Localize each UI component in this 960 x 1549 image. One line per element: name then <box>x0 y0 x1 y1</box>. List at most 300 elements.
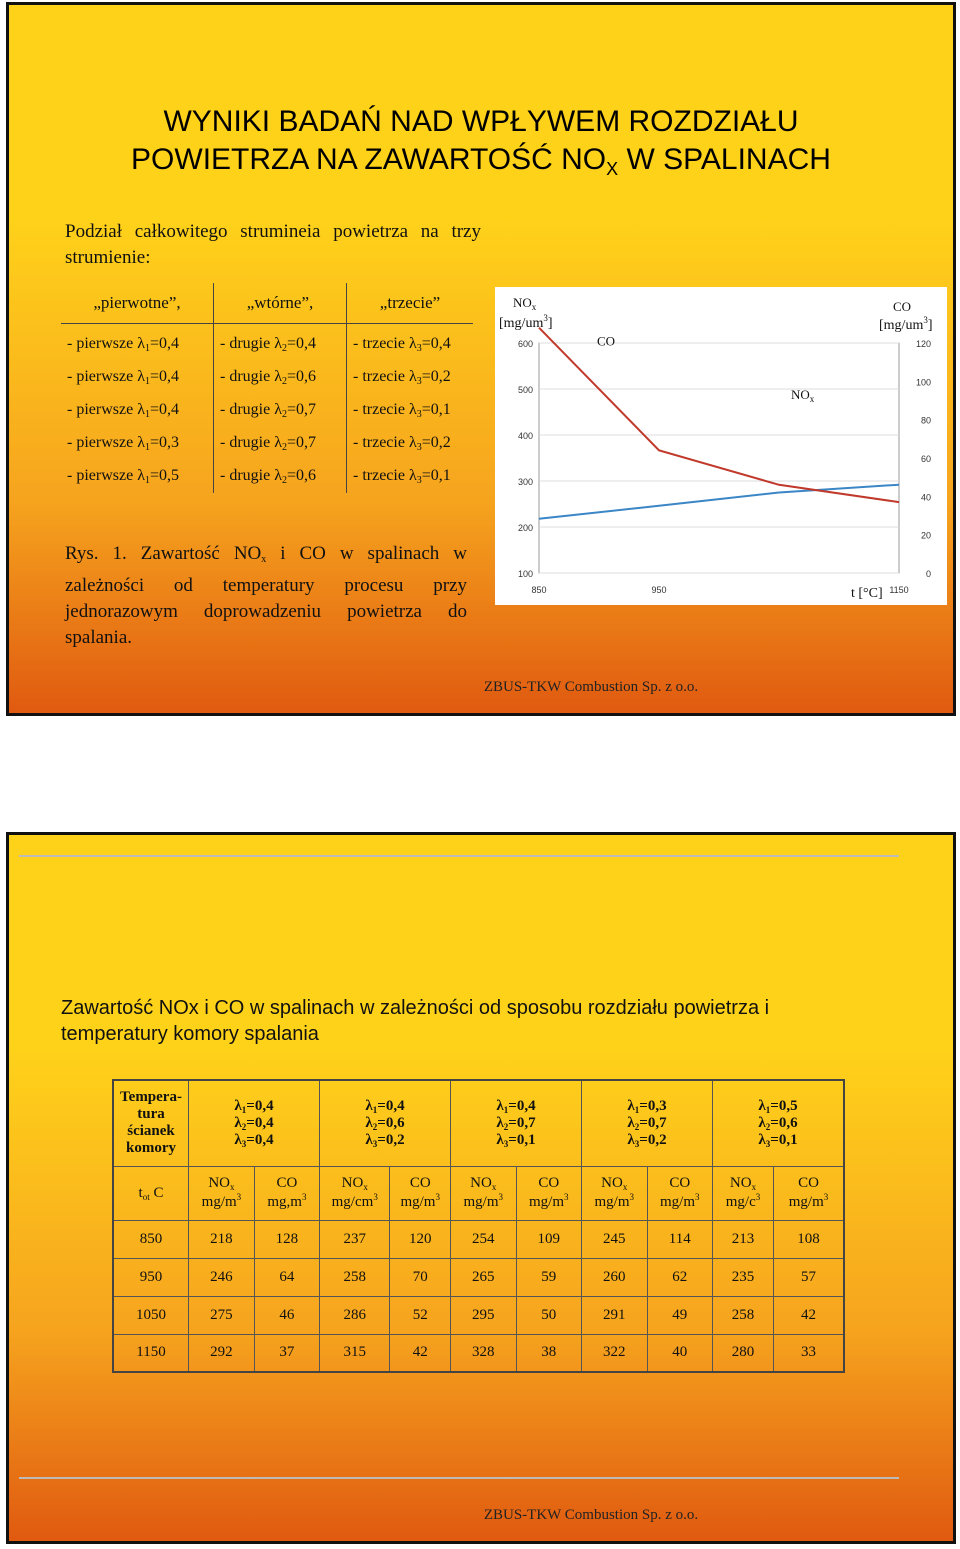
config-header-row <box>113 1080 844 1166</box>
unit-line <box>713 1175 773 1192</box>
value-cell: 128 <box>254 1220 319 1258</box>
unit-line <box>189 1175 254 1192</box>
lambda-cell <box>61 394 214 427</box>
lambda-prefix: - drugie λ <box>220 434 282 451</box>
lambda-cell <box>214 394 347 427</box>
lambda-index: 2 <box>634 1121 640 1132</box>
plot-area <box>539 343 899 573</box>
x-axis-label: t [°C] <box>851 586 883 601</box>
slide1-footer: ZBUS-TKW Combustion Sp. z o.o. <box>483 679 699 695</box>
corner-line: Tempera- <box>120 1089 182 1106</box>
lambda-value: =0,1 <box>770 1131 798 1148</box>
value-cell: 218 <box>189 1220 255 1258</box>
config-lambda <box>451 1115 581 1132</box>
lambda-prefix: - pierwsze λ <box>67 467 145 484</box>
unit-text: mg/c <box>725 1194 756 1210</box>
unit-sup: 3 <box>236 1192 242 1202</box>
unit-sup: 3 <box>823 1192 829 1202</box>
config-lambda <box>320 1132 450 1149</box>
unit-species: NO <box>470 1175 492 1191</box>
unit-header <box>390 1166 451 1220</box>
series-label-nox: $NO_x$ <box>791 387 815 404</box>
lambda-value: =0,4 <box>508 1097 536 1114</box>
right-tick-label: 120 <box>915 339 931 349</box>
lambda-symbol: λ <box>234 1097 242 1114</box>
left-axis-title: $NO_x$ <box>513 295 537 312</box>
lambda-index: 1 <box>144 343 150 354</box>
config-header <box>320 1080 451 1166</box>
right-tick-label: 0 <box>925 569 931 579</box>
caption-text-end: i CO w spalinach w zależności od temperatury procesu przy jednorazowym doprowadzeniu powietrza do spalania. <box>65 543 467 648</box>
config-lambda <box>189 1115 319 1132</box>
temperature-cell: 950 <box>113 1258 189 1296</box>
unit-line <box>648 1192 713 1211</box>
value-cell: 42 <box>774 1296 845 1334</box>
lambda-cell <box>347 361 474 394</box>
value-cell: 114 <box>647 1220 713 1258</box>
top-divider <box>19 855 899 857</box>
lambda-index: 1 <box>144 376 150 387</box>
unit-text: mg/m <box>528 1194 564 1210</box>
unit-text: mg/m <box>788 1194 824 1210</box>
unit-line <box>255 1192 319 1211</box>
unit-line <box>648 1175 713 1192</box>
lambda-value: =0,6 <box>286 467 316 484</box>
lambda-symbol: λ <box>627 1097 635 1114</box>
nox-co-chart <box>495 287 947 605</box>
lambda-value: =0,4 <box>286 335 316 352</box>
unit-header <box>451 1166 517 1220</box>
config-lambda <box>713 1115 843 1132</box>
config-header <box>451 1080 582 1166</box>
lambda-symbol: λ <box>758 1097 766 1114</box>
unit-header <box>516 1166 582 1220</box>
value-cell: 246 <box>189 1258 255 1296</box>
value-cell: 254 <box>451 1220 517 1258</box>
left-tick-label: 100 <box>517 569 533 579</box>
value-cell: 258 <box>713 1296 774 1334</box>
value-cell: 38 <box>516 1334 582 1372</box>
unit-text: mg/m <box>659 1194 695 1210</box>
lambda-row <box>61 394 473 427</box>
x-tick-label: 950 <box>651 585 667 595</box>
value-cell: 49 <box>647 1296 713 1334</box>
title-text: POWIETRZA NA ZAWARTOŚĆ NO <box>131 143 607 176</box>
left-tick-label: 200 <box>517 523 533 533</box>
lambda-prefix: - trzecie λ <box>353 335 417 352</box>
lambda-value: =0,1 <box>508 1131 536 1148</box>
lambda-symbol: λ <box>496 1097 504 1114</box>
lambda-value: =0,7 <box>508 1114 536 1131</box>
lambda-value: =0,2 <box>421 368 451 385</box>
value-cell: 258 <box>320 1258 390 1296</box>
lambda-cell <box>347 394 474 427</box>
corner-line: tura <box>137 1106 165 1123</box>
lambda-row <box>61 324 473 362</box>
caption-text: Rys. 1. Zawartość NO <box>65 543 262 564</box>
lambda-symbol: λ <box>627 1131 635 1148</box>
unit-sup: 3 <box>435 1192 440 1202</box>
unit-species: NO <box>729 1175 752 1191</box>
lambda-symbol: λ <box>365 1131 373 1148</box>
config-lambda <box>320 1098 450 1115</box>
temp-label: t <box>138 1184 143 1201</box>
figure-caption <box>65 541 467 651</box>
value-cell: 213 <box>713 1220 774 1258</box>
stream-primary: „pierwotne”, <box>61 283 214 324</box>
lambda-value: =0,2 <box>421 434 451 451</box>
lambda-index: 3 <box>416 343 422 354</box>
lambda-cell <box>61 324 214 362</box>
value-cell: 260 <box>582 1258 648 1296</box>
lambda-value: =0,5 <box>770 1097 798 1114</box>
lambda-index: 1 <box>503 1104 509 1115</box>
bottom-divider <box>19 1477 899 1479</box>
temperature-cell: 850 <box>113 1220 189 1258</box>
table-row <box>113 1220 844 1258</box>
value-cell: 40 <box>647 1334 713 1372</box>
lambda-index: 1 <box>765 1104 771 1115</box>
slide-1 <box>6 2 956 716</box>
lambda-index: 1 <box>144 442 150 453</box>
unit-header <box>774 1166 845 1220</box>
unit-species: CO <box>538 1175 560 1191</box>
lambda-cell <box>214 361 347 394</box>
unit-header <box>582 1166 648 1220</box>
temperature-cell: 1050 <box>113 1296 189 1334</box>
stream-header-row <box>61 283 473 324</box>
lambda-value: =0,1 <box>421 467 451 484</box>
value-cell: 52 <box>390 1296 451 1334</box>
config-lambda <box>582 1098 712 1115</box>
unit-header <box>189 1166 255 1220</box>
lambda-value: =0,7 <box>286 434 316 451</box>
lambda-index: 3 <box>765 1138 771 1149</box>
unit-line <box>390 1175 450 1192</box>
right-tick-label: 60 <box>920 454 931 464</box>
table-row <box>113 1258 844 1296</box>
unit-line <box>713 1192 773 1211</box>
lambda-value: =0,4 <box>149 401 179 418</box>
value-cell: 237 <box>320 1220 390 1258</box>
config-lambda <box>582 1132 712 1149</box>
lambda-value: =0,4 <box>377 1097 405 1114</box>
lambda-row <box>61 460 473 493</box>
value-cell: 265 <box>451 1258 517 1296</box>
unit-species-sub: x <box>363 1182 368 1192</box>
unit-sup: 3 <box>695 1192 700 1202</box>
unit-sup: 3 <box>755 1192 761 1202</box>
unit-line <box>451 1175 516 1192</box>
lambda-index: 1 <box>241 1104 247 1115</box>
results-table <box>112 1079 845 1373</box>
unit-line <box>517 1175 582 1192</box>
value-cell: 108 <box>774 1220 845 1258</box>
caption-subscript: x <box>261 554 267 565</box>
value-cell: 120 <box>390 1220 451 1258</box>
value-cell: 59 <box>516 1258 582 1296</box>
lambda-symbol: λ <box>496 1114 504 1131</box>
left-tick-label: 600 <box>517 339 533 349</box>
lambda-value: =0,7 <box>286 401 316 418</box>
unit-sup: 3 <box>373 1192 378 1202</box>
value-cell: 37 <box>254 1334 319 1372</box>
value-cell: 295 <box>451 1296 517 1334</box>
unit-text: mg/m <box>594 1194 630 1210</box>
unit-species: CO <box>669 1175 691 1191</box>
unit-sup: 3 <box>564 1192 569 1202</box>
lambda-index: 1 <box>144 475 150 486</box>
stream-secondary: „wtórne”, <box>214 283 347 324</box>
chart-svg <box>495 287 947 605</box>
unit-header <box>647 1166 713 1220</box>
lambda-index: 2 <box>281 343 287 354</box>
config-header <box>189 1080 320 1166</box>
corner-line: ścianek <box>127 1123 175 1140</box>
table-row <box>113 1334 844 1372</box>
title-subscript: X <box>606 159 619 179</box>
lambda-value: =0,4 <box>246 1131 274 1148</box>
lambda-value: =0,3 <box>639 1097 667 1114</box>
unit-text: mg/cm <box>331 1194 374 1210</box>
unit-species: NO <box>341 1175 364 1191</box>
stream-tertiary: „trzecie” <box>347 283 474 324</box>
lambda-prefix: - pierwsze λ <box>67 368 145 385</box>
config-lambda <box>189 1098 319 1115</box>
lambda-value: =0,4 <box>149 335 179 352</box>
config-lambda <box>451 1132 581 1149</box>
unit-species-sub: x <box>751 1182 757 1192</box>
value-cell: 64 <box>254 1258 319 1296</box>
unit-species-sub: x <box>622 1182 628 1192</box>
unit-header-row <box>113 1166 844 1220</box>
config-header <box>582 1080 713 1166</box>
lambda-index: 1 <box>634 1104 640 1115</box>
unit-line <box>255 1175 319 1192</box>
right-tick-label: 100 <box>915 377 931 388</box>
config-header <box>713 1080 845 1166</box>
value-cell: 57 <box>774 1258 845 1296</box>
lambda-value: =0,6 <box>286 368 316 385</box>
unit-line <box>390 1192 450 1211</box>
corner-line: komory <box>126 1140 176 1157</box>
air-split-table <box>61 283 473 493</box>
lambda-prefix: - drugie λ <box>220 368 282 385</box>
lambda-cell <box>347 324 474 362</box>
lambda-index: 3 <box>634 1138 640 1149</box>
lambda-prefix: - trzecie λ <box>353 401 417 418</box>
unit-line <box>582 1175 647 1192</box>
lambda-prefix: - trzecie λ <box>353 368 417 385</box>
lambda-value: =0,2 <box>377 1131 405 1148</box>
slide2-title: Zawartość NOx i CO w spalinach w zależności od sposobu rozdziału powietrza i temperatury komory spalania <box>61 997 770 1045</box>
x-tick-label: 1150 <box>889 585 909 595</box>
unit-text: mg,m <box>267 1194 302 1210</box>
right-tick-label: 20 <box>920 530 931 541</box>
right-axis-unit: $[mg/um^3]$ <box>879 315 933 333</box>
right-axis-title: CO <box>893 299 912 314</box>
right-tick-label: 80 <box>920 415 931 426</box>
slide-2 <box>6 832 956 1544</box>
lambda-index: 3 <box>241 1138 247 1149</box>
lambda-prefix: - drugie λ <box>220 335 282 352</box>
lambda-symbol: λ <box>496 1131 504 1148</box>
lambda-prefix: - pierwsze λ <box>67 401 145 418</box>
temperature-cell: 1150 <box>113 1334 189 1372</box>
lambda-row <box>61 427 473 460</box>
lambda-index: 1 <box>144 409 150 420</box>
lambda-prefix: - trzecie λ <box>353 434 417 451</box>
unit-header <box>713 1166 774 1220</box>
lambda-prefix: - pierwsze λ <box>67 335 145 352</box>
right-tick-label: 40 <box>920 492 931 503</box>
value-cell: 322 <box>582 1334 648 1372</box>
unit-species: NO <box>601 1175 623 1191</box>
temp-sub: ot <box>142 1191 150 1202</box>
lambda-symbol: λ <box>234 1131 242 1148</box>
unit-line <box>774 1192 843 1211</box>
unit-text: mg/m <box>400 1194 436 1210</box>
lambda-symbol: λ <box>758 1114 766 1131</box>
lambda-value: =0,6 <box>770 1114 798 1131</box>
value-cell: 315 <box>320 1334 390 1372</box>
lambda-index: 2 <box>281 409 287 420</box>
value-cell: 33 <box>774 1334 845 1372</box>
value-cell: 46 <box>254 1296 319 1334</box>
unit-species: CO <box>276 1175 298 1191</box>
title-text-end: W SPALINACH <box>618 143 831 176</box>
lambda-cell <box>347 427 474 460</box>
value-cell: 286 <box>320 1296 390 1334</box>
lambda-prefix: - drugie λ <box>220 467 282 484</box>
value-cell: 235 <box>713 1258 774 1296</box>
lambda-index: 1 <box>372 1104 378 1115</box>
lambda-cell <box>61 427 214 460</box>
lambda-index: 2 <box>503 1121 509 1132</box>
lambda-index: 3 <box>416 376 422 387</box>
value-cell: 328 <box>451 1334 517 1372</box>
lambda-index: 2 <box>372 1121 378 1132</box>
lambda-cell <box>347 460 474 493</box>
lambda-index: 3 <box>503 1138 509 1149</box>
lambda-index: 2 <box>281 442 287 453</box>
lambda-prefix: - trzecie λ <box>353 467 417 484</box>
series-label-co: CO <box>597 333 616 349</box>
unit-line <box>320 1192 389 1211</box>
left-tick-label: 500 <box>517 385 533 395</box>
intro-text: Podział całkowitego strumineia powietrza na trzy strumienie: <box>65 221 481 268</box>
config-lambda <box>582 1115 712 1132</box>
lambda-cell <box>61 460 214 493</box>
slide1-title-line1: WYNIKI BADAŃ NAD WPŁYWEM ROZDZIAŁU <box>163 105 799 138</box>
unit-header <box>254 1166 319 1220</box>
unit-sup: 3 <box>629 1192 634 1202</box>
lambda-prefix: - drugie λ <box>220 401 282 418</box>
lambda-cell <box>214 427 347 460</box>
lambda-symbol: λ <box>365 1097 373 1114</box>
table-row <box>113 1296 844 1334</box>
value-cell: 280 <box>713 1334 774 1372</box>
lambda-symbol: λ <box>627 1114 635 1131</box>
lambda-value: =0,6 <box>377 1114 405 1131</box>
unit-species: CO <box>798 1175 819 1191</box>
unit-species: NO <box>208 1175 230 1191</box>
lambda-value: =0,4 <box>246 1114 274 1131</box>
value-cell: 50 <box>516 1296 582 1334</box>
temp-unit: C <box>149 1184 164 1201</box>
unit-line <box>774 1175 843 1192</box>
lambda-value: =0,4 <box>246 1097 274 1114</box>
unit-line <box>189 1192 254 1211</box>
unit-sup: 3 <box>498 1192 503 1202</box>
unit-line <box>582 1192 647 1211</box>
value-cell: 245 <box>582 1220 648 1258</box>
value-cell: 275 <box>189 1296 255 1334</box>
lambda-symbol: λ <box>758 1131 766 1148</box>
left-tick-label: 300 <box>517 477 533 487</box>
lambda-cell <box>214 460 347 493</box>
value-cell: 42 <box>390 1334 451 1372</box>
config-lambda <box>713 1098 843 1115</box>
lambda-index: 2 <box>765 1121 771 1132</box>
unit-text: mg/m <box>463 1194 499 1210</box>
config-lambda <box>320 1115 450 1132</box>
config-lambda <box>713 1132 843 1149</box>
x-tick-label: 850 <box>531 585 547 595</box>
unit-species-sub: x <box>491 1182 497 1192</box>
unit-header <box>320 1166 390 1220</box>
temp-header <box>113 1166 189 1220</box>
lambda-value: =0,2 <box>639 1131 667 1148</box>
lambda-index: 3 <box>416 442 422 453</box>
corner-header <box>113 1080 189 1166</box>
unit-line <box>451 1192 516 1211</box>
lambda-value: =0,1 <box>421 401 451 418</box>
unit-text: mg/m <box>201 1194 237 1210</box>
value-cell: 292 <box>189 1334 255 1372</box>
slide1-title-line2 <box>9 141 953 188</box>
value-cell: 62 <box>647 1258 713 1296</box>
lambda-value: =0,4 <box>421 335 451 352</box>
unit-line <box>517 1192 582 1211</box>
unit-sup: 3 <box>301 1192 307 1202</box>
lambda-symbol: λ <box>365 1114 373 1131</box>
lambda-index: 2 <box>281 475 287 486</box>
config-lambda <box>189 1132 319 1149</box>
lambda-index: 3 <box>416 475 422 486</box>
lambda-index: 2 <box>241 1121 247 1132</box>
slide2-footer: ZBUS-TKW Combustion Sp. z o.o. <box>483 1507 699 1523</box>
left-axis-unit: $[mg/um^3]$ <box>499 313 553 331</box>
lambda-symbol: λ <box>234 1114 242 1131</box>
value-cell: 70 <box>390 1258 451 1296</box>
lambda-value: =0,7 <box>639 1114 667 1131</box>
lambda-prefix: - pierwsze λ <box>67 434 145 451</box>
lambda-index: 2 <box>281 376 287 387</box>
value-cell: 291 <box>582 1296 648 1334</box>
lambda-cell <box>61 361 214 394</box>
unit-species-sub: x <box>230 1182 235 1192</box>
value-cell: 109 <box>516 1220 582 1258</box>
left-tick-label: 400 <box>517 431 533 441</box>
unit-line <box>320 1175 389 1192</box>
lambda-value: =0,4 <box>149 368 179 385</box>
lambda-index: 3 <box>372 1138 378 1149</box>
lambda-cell <box>214 324 347 362</box>
unit-species: CO <box>409 1175 431 1191</box>
lambda-value: =0,5 <box>149 467 179 484</box>
lambda-row <box>61 361 473 394</box>
